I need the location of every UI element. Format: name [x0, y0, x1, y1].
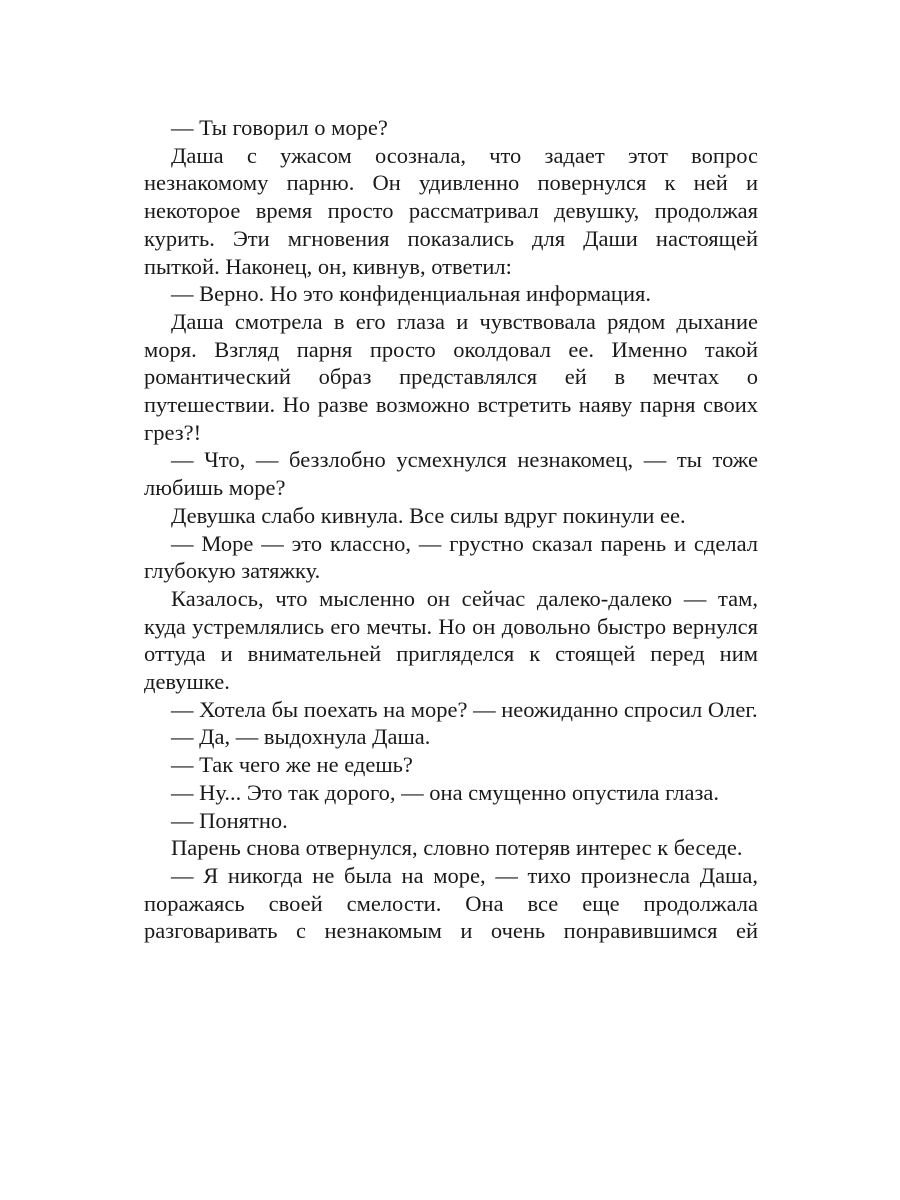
paragraph: — Да, — выдохнула Даша. [171, 724, 431, 750]
paragraph: — Верно. Но это конфиденциальная информация. [171, 281, 651, 307]
paragraph: — Что, — беззлобно усмехнулся незнакомец, — ты тоже любишь море? [144, 447, 758, 501]
paragraph: — Понятно. [171, 807, 288, 833]
paragraph: Девушка слабо кивнула. Все силы вдруг покинули ее. [171, 502, 686, 528]
paragraph: Казалось, что мысленно он сейчас далеко-далеко — там, куда устремлялись его мечты. Но он довольно быстро вернулся оттуда и внимательней пригляделся к стоящей перед ним девушке. [144, 585, 758, 695]
paragraph: — Я никогда не была на море, — тихо произнесла Даша, поражаясь своей смелости. Она все еще продолжала разговаривать с незнакомым и очень понравившимся ей [144, 862, 758, 944]
paragraph: — Ну... Это так дорого, — она смущенно опустила глаза. [171, 779, 719, 805]
paragraph: Даша смотрела в его глаза и чувствовала рядом дыхание моря. Взгляд парня просто околдовал ее. Именно такой романтический образ представлялся ей в мечтах о путешествии. Но разве возможно встретить наяву парня своих грез?! [144, 308, 758, 445]
paragraph: — Хотела бы поехать на море? — неожиданно спросил Олег. [171, 696, 758, 722]
paragraph: — Так чего же не едешь? [171, 752, 413, 778]
paragraph: — Море — это классно, — грустно сказал парень и сделал глубокую затяжку. [144, 530, 758, 584]
paragraph: Парень снова отвернулся, словно потеряв интерес к беседе. [171, 835, 743, 861]
paragraph: Даша с ужасом осознала, что задает этот вопрос незнакомому парню. Он удивленно повернулся к ней и некоторое время просто рассматривал девушку, продолжая курить. Эти мгновения показались для Даши настоящей пыткой. Наконец, он, кивнув, ответил: [144, 142, 758, 279]
book-page-text [144, 114, 758, 945]
paragraph: — Ты говорил о море? [171, 115, 388, 140]
